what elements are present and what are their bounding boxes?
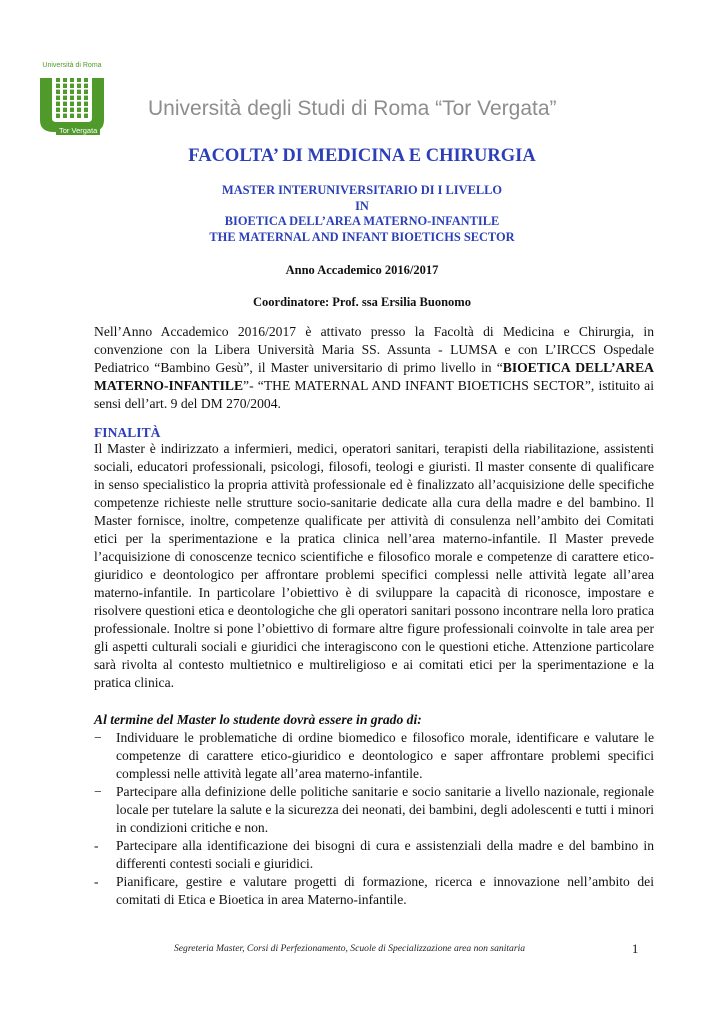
coordinator: Coordinatore: Prof. ssa Ersilia Buonomo [253, 295, 471, 309]
list-marker: - [94, 874, 99, 889]
university-logo [36, 62, 108, 136]
master-title-line: IN [355, 198, 369, 213]
finalita-heading: FINALITÀ [94, 425, 161, 440]
master-title-line: MASTER INTERUNIVERSITARIO DI I LIVELLO [222, 183, 502, 197]
intro-program-name: BIOETICA DELL’AREA MATERNO-INFANTILE [94, 360, 655, 393]
list-item [94, 729, 654, 783]
page-number: 1 [632, 942, 639, 956]
list-item [94, 873, 654, 909]
page-footer: Segreteria Master, Corsi di Perfezionamento, Scuole di Specializzazione area non sanitaria [174, 943, 526, 954]
intro-paragraph [94, 323, 654, 413]
list-item-text: Pianificare, gestire e valutare progetti di formazione, ricerca e innovazione nell’ambito dei comitati di Etica e Bioetica in area Materno-infantile. [116, 874, 654, 907]
objectives-list [94, 729, 654, 909]
finalita-paragraph: Il Master è indirizzato a infermieri, medici, operatori sanitari, terapisti della riabilitazione, assistenti sociali, educatori professionali, psicologi, filosofi, teologi e giuristi. Il master consente di qualificare in senso specialistico la propria attività professionale ed è finalizzato all’acquisizione delle specifiche competenze richieste nelle strutture socio-sanitarie dedicate alla cura della madre e del bambino. Il Master fornisce, inoltre, competenze qualificate per attività di consulenza nell’ambito dei Comitati etici per la sperimentazione e la pratica clinica nell’area materno-infantile. Il Master prevede l’acquisizione di conoscenze tecnico scientifiche e filosofico morale e competenze di carattere etico-giuridico e deontologico per affrontare problemi specifici complessi nelle attività legate all’area materno-infantile. In particolare l’obiettivo è di sviluppare la capacità di riconosce, impostare e risolvere questioni etica e deontologiche che gli operatori sanitari possono incontrare nella loro pratica professionale. Inoltre si pone l’obiettivo di formare altre figure professionali coinvolte in tale area per gli aspetti culturali sociali e giuridici che interagiscono con le questioni etiche. Attenzione particolare sarà rivolta al contesto multietnico e multireligioso e ai comitati etici per la sperimentazione e la pratica clinica. [94, 441, 654, 690]
university-name: Università degli Studi di Roma “Tor Vergata” [148, 97, 557, 120]
list-marker: − [94, 730, 102, 745]
list-item-text: Partecipare alla identificazione dei bisogni di cura e assistenziali della madre e del bambino in differenti contesti sociali e giuridici. [116, 838, 654, 871]
logo-emblem-icon [36, 62, 108, 136]
list-item-text: Partecipare alla definizione delle politiche sanitarie e socio sanitarie a livello nazionale, regionale locale per tutelare la salute e la sicurezza dei neonati, dei bambini, degli adolescenti e tutti i minori in condizioni critiche e non. [116, 784, 654, 835]
intro-text-part1: Nell’Anno Accademico 2016/2017 è attivato presso la Facoltà di Medicina e Chirurgia, in convenzione con la Libera Università Maria SS. Assunta - LUMSA e con L’IRCCS Ospedale Pediatrico “Bambino Gesù”, il Master universitario di primo livello in “ [94, 324, 654, 375]
objectives-heading: Al termine del Master lo studente dovrà essere in grado di: [94, 712, 422, 727]
list-marker: − [94, 784, 102, 799]
academic-year: Anno Accademico 2016/2017 [285, 263, 439, 277]
list-item-text: Individuare le problematiche di ordine biomedico e filosofico morale, identificare e valutare le competenze di carattere etico-giuridico e deontologico e saper affrontare problemi specifici complessi nelle attività legate all’area materno-infantile. [116, 730, 654, 781]
master-title-block [0, 183, 724, 245]
logo-bottom-text: Tor Vergata [56, 126, 100, 135]
intro-text-part2: ”- “THE MATERNAL AND INFANT BIOETICHS SECTOR”, istituito ai sensi dell’art. 9 del DM 270/2004. [94, 378, 654, 411]
list-item [94, 783, 654, 837]
master-title-line: BIOETICA DELL’AREA MATERNO-INFANTILE [224, 214, 500, 228]
master-title-line: THE MATERNAL AND INFANT BIOETICHS SECTOR [209, 229, 515, 244]
list-marker: - [94, 838, 99, 853]
faculty-title: FACOLTA’ DI MEDICINA E CHIRURGIA [188, 146, 536, 166]
list-item [94, 837, 654, 873]
logo-top-text: Università di Roma [42, 62, 102, 69]
